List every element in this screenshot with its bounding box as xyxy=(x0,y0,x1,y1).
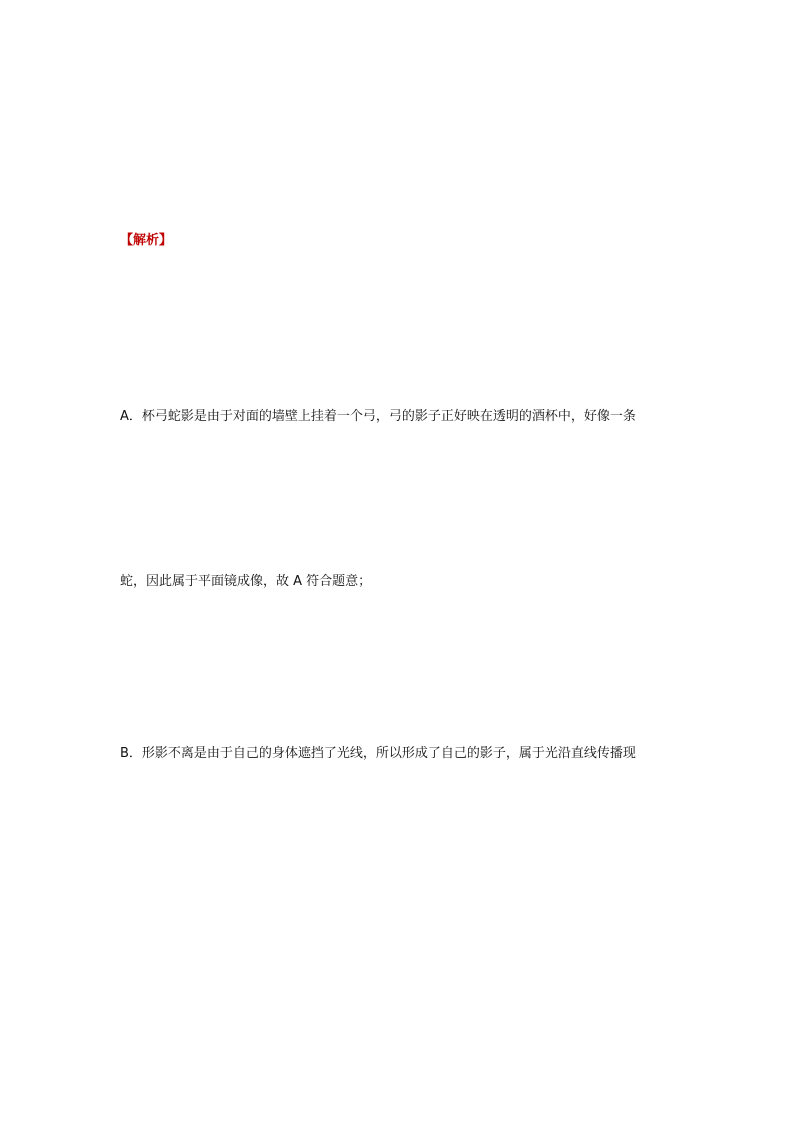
paragraph-line-3: B．形影不离是由于自己的身体遮挡了光线，所以形成了自己的影子，属于光沿直线传播现 xyxy=(120,746,636,761)
paragraph-line-2: 蛇，因此属于平面镜成像，故 A 符合题意； xyxy=(120,574,372,589)
paragraph-line-1: A．杯弓蛇影是由于对面的墙壁上挂着一个弓，弓的影子正好映在透明的酒杯中，好像一条 xyxy=(120,409,636,424)
section-heading: 【解析】 xyxy=(120,233,173,248)
